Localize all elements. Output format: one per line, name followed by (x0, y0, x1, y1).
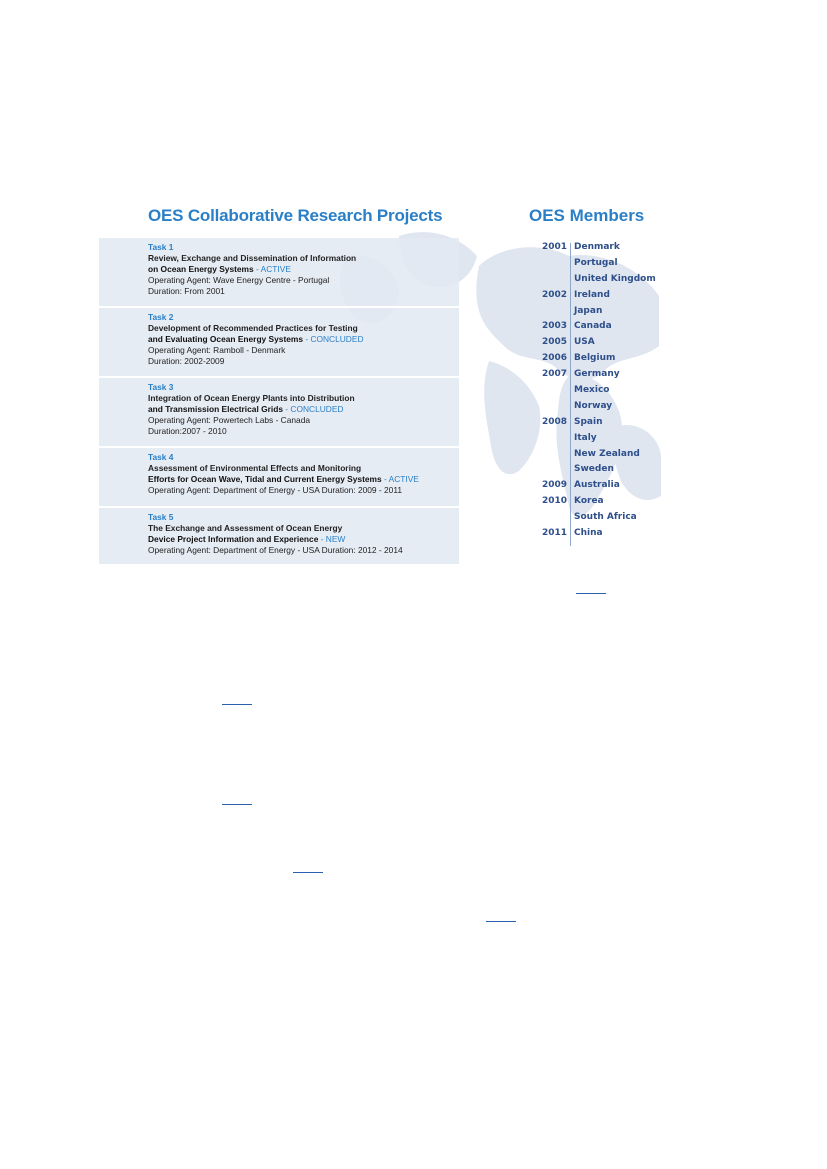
task-card (99, 508, 459, 566)
members-title: OES Members (529, 206, 645, 225)
task-list (99, 238, 459, 566)
member-year: 2002 (541, 289, 567, 300)
member-country: Portugal (574, 257, 618, 268)
list-item (533, 496, 663, 512)
member-country: Italy (574, 432, 597, 443)
member-list (533, 242, 663, 544)
member-year: 2005 (541, 337, 567, 348)
task-title-line: Efforts for Ocean Wave, Tidal and Current Energy Systems (148, 473, 382, 484)
member-country: United Kingdom (574, 273, 656, 284)
member-country: Mexico (574, 385, 610, 396)
member-country: New Zealand (574, 448, 640, 459)
list-item (533, 353, 663, 369)
list-item (533, 337, 663, 353)
list-item (533, 242, 663, 258)
member-year: 2007 (541, 369, 567, 380)
member-year: 2011 (541, 528, 567, 539)
list-item (533, 290, 663, 306)
task-status: - ACTIVE (253, 263, 291, 274)
member-country: Belgium (574, 353, 616, 364)
task-status: - CONCLUDED (303, 333, 364, 344)
member-country: USA (574, 337, 595, 348)
list-item (533, 274, 663, 290)
oes-figure (99, 196, 661, 566)
task-title-line: The Exchange and Assessment of Ocean Energy (148, 522, 343, 533)
member-country: Japan (574, 305, 603, 316)
projects-title: OES Collaborative Research Projects (148, 206, 443, 225)
member-year: 2003 (541, 321, 567, 332)
list-item (533, 258, 663, 274)
member-country: Spain (574, 416, 603, 427)
list-item (533, 449, 663, 465)
list-item (533, 480, 663, 496)
member-year: 2001 (541, 242, 567, 252)
reference-link[interactable] (222, 804, 252, 805)
reference-link[interactable] (576, 593, 606, 594)
member-country: Germany (574, 369, 620, 380)
member-country: China (574, 528, 603, 539)
reference-link[interactable] (486, 921, 516, 922)
list-item (533, 369, 663, 385)
list-item (533, 401, 663, 417)
task-card (99, 308, 459, 378)
task-title-line: Review, Exchange and Dissemination of Information (148, 252, 357, 263)
list-item (533, 433, 663, 449)
task-detail: Duration: 2002-2009 (148, 355, 225, 366)
task-title-line: Device Project Information and Experience (148, 533, 319, 544)
list-item (533, 417, 663, 433)
list-item (533, 306, 663, 322)
list-item (533, 528, 663, 544)
member-year: 2009 (541, 480, 567, 491)
member-country: Ireland (574, 289, 610, 300)
task-detail: Operating Agent: Powertech Labs - Canada (148, 414, 311, 425)
member-country: Australia (574, 480, 620, 491)
task-detail: Operating Agent: Ramboll - Denmark (148, 344, 286, 355)
reference-link[interactable] (293, 872, 323, 873)
task-title-line: and Evaluating Ocean Energy Systems (148, 333, 303, 344)
member-country: Canada (574, 321, 612, 332)
task-title-line: Assessment of Environmental Effects and Monitoring (148, 462, 362, 473)
task-label: Task 3 (148, 382, 174, 392)
list-item (533, 385, 663, 401)
task-card (99, 448, 459, 508)
task-card (99, 238, 459, 308)
task-detail: Operating Agent: Wave Energy Centre - Portugal (148, 274, 330, 285)
list-item (533, 464, 663, 480)
task-title-line: Integration of Ocean Energy Plants into Distribution (148, 392, 355, 403)
member-year: 2006 (541, 353, 567, 364)
member-country: Korea (574, 496, 604, 507)
task-title-line: and Transmission Electrical Grids (148, 403, 283, 414)
task-detail: Operating Agent: Department of Energy - USA Duration: 2012 - 2014 (148, 544, 403, 555)
member-year: 2008 (541, 416, 567, 427)
task-detail: Duration: From 2001 (148, 285, 225, 296)
member-country: Sweden (574, 464, 614, 475)
task-label: Task 2 (148, 312, 174, 322)
task-title-line: on Ocean Energy Systems (148, 263, 254, 274)
list-item (533, 321, 663, 337)
member-country: Denmark (574, 242, 620, 252)
task-label: Task 5 (148, 512, 174, 522)
task-label: Task 4 (148, 452, 174, 462)
task-card (99, 378, 459, 448)
task-status: - ACTIVE (381, 473, 419, 484)
list-item (533, 512, 663, 528)
member-year: 2010 (541, 496, 567, 507)
task-status: - NEW (318, 533, 346, 544)
member-country: Norway (574, 400, 613, 411)
task-detail: Operating Agent: Department of Energy - USA Duration: 2009 - 2011 (148, 484, 403, 495)
task-detail: Duration:2007 - 2010 (148, 425, 227, 436)
task-status: - CONCLUDED (282, 403, 344, 414)
task-title-line: Development of Recommended Practices for Testing (148, 322, 358, 333)
task-label: Task 1 (148, 242, 174, 252)
reference-link[interactable] (222, 704, 252, 705)
member-country: South Africa (574, 512, 637, 523)
